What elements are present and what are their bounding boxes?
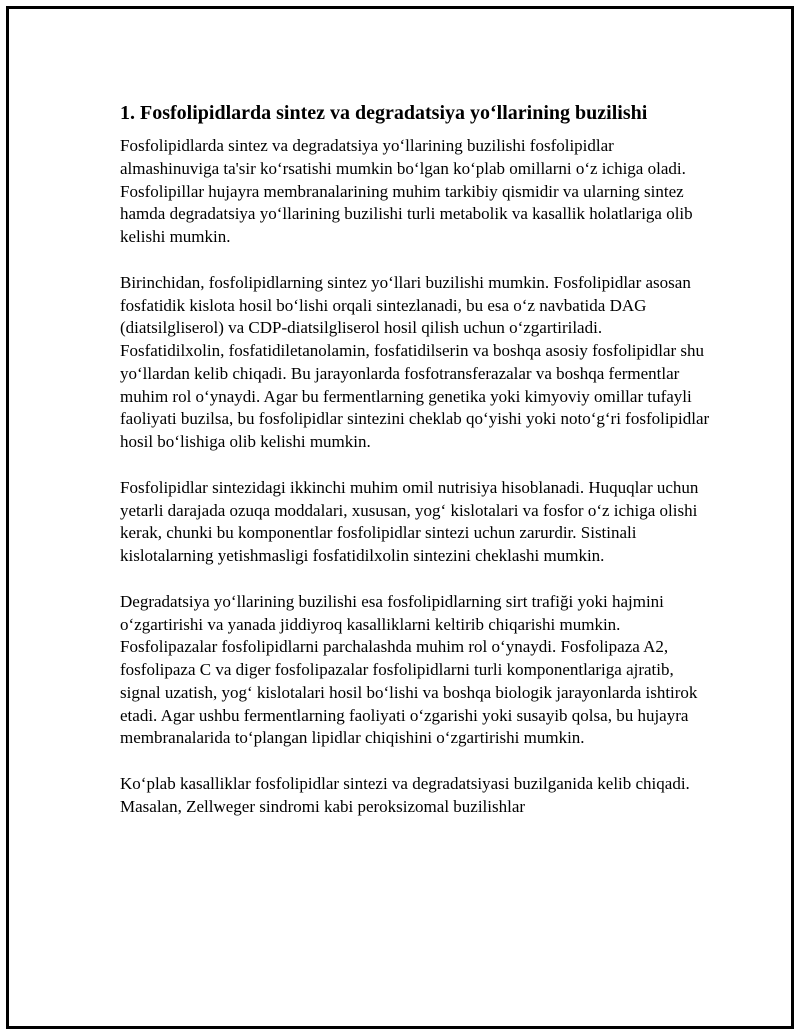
paragraph-diseases: Ko‘plab kasalliklar fosfolipidlar sintezi va degradatsiyasi buzilganida kelib chiqadi. Masalan, Zellweger sindromi kabi peroksizomal buzilishlar xyxy=(120,774,690,816)
section-heading: 1. Fosfolipidlarda sintez va degradatsiya yo‘llarining buzilishi xyxy=(120,102,648,124)
paragraph-nutrition: Fosfolipidlar sintezidagi ikkinchi muhim omil nutrisiya hisoblanadi. Huquqlar uchun yetarli darajada ozuqa moddalari, xususan, yog‘ kislotalari va fosfor o‘z ichiga olishi kerak, chunki bu komponentlar fosfolipidlar sintezi uchun zarurdir. Sistinali kislotalarning yetishmasligi fosfatidilxolin sintezini cheklashi mumkin. xyxy=(120,477,699,565)
paragraph-synthesis: Birinchidan, fosfolipidlarning sintez yo‘llari buzilishi mumkin. Fosfolipidlar asosan fosfatidik kislota hosil bo‘lishi orqali sintezlanadi, bu esa o‘z navbatida DAG (diatsilgliserol) va CDP-diatsilgliserol hosil qilish uchun o‘zgartiriladi. Fosfatidilxolin, fosfatidiletanolamin, fosfatidilserin va boshqa asosiy fosfolipidlar shu yo‘llardan kelib chiqadi. Bu jarayonlarda fosfotransferazalar va boshqa fermentlar muhim rol o‘ynaydi. Agar bu fermentlarning genetika yoki kimyoviy omillar tufayli faoliyati buzilsa, bu fosfolipidlar sintezini cheklab qo‘yishi yoki noto‘g‘ri fosfolipidlar hosil bo‘lishiga olib kelishi mumkin. xyxy=(120,272,710,451)
document-body xyxy=(120,99,710,842)
page-frame xyxy=(6,6,794,1029)
paragraph-intro: Fosfolipidlarda sintez va degradatsiya yo‘llarining buzilishi fosfolipidlar almashinuviga ta'sir ko‘rsatishi mumkin bo‘lgan ko‘plab omillarni o‘z ichiga oladi. Fosfolipillar hujayra membranalarining muhim tarkibiy qismidir va ularning sintez hamda degradatsiya yo‘llarining buzilishi turli metabolik va kasallik holatlariga olib kelishi mumkin. xyxy=(120,136,693,246)
paragraph-degradation: Degradatsiya yo‘llarining buzilishi esa fosfolipidlarning sirt trafiği yoki hajmini o‘zgartirishi va yanada jiddiyroq kasalliklarni keltirib chiqarishi mumkin. Fosfolipazalar fosfolipidlarni parchalashda muhim rol o‘ynaydi. Fosfolipaza A2, fosfolipaza C va diger fosfolipazalar fosfolipidlarni turli komponentlariga ajratib, signal uzatish, yog‘ kislotalari hosil bo‘lishi va boshqa biologik jarayonlarda ishtirok etadi. Agar ushbu fermentlarning faoliyati o‘zgarishi yoki susayib qolsa, bu hujayra membranalarida to‘plangan lipidlar chiqishini o‘zgartirishi mumkin. xyxy=(120,591,698,748)
